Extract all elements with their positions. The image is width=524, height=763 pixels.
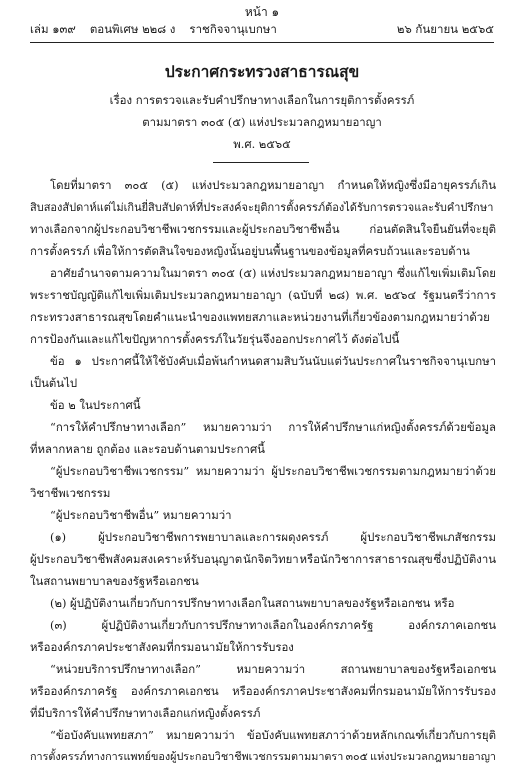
body-line: การป้องกันและแก้ไขปัญหาการตั้งครรภ์ในวัยรุ่นจึงออกประกาศไว้ ดังต่อไปนี้ xyxy=(30,332,400,346)
body-line: หรือองค์กรภาคประชาสังคมที่กรมอนามัยให้การรับรอง xyxy=(30,640,294,654)
body-line: เป็นต้นไป xyxy=(30,376,78,390)
special-section: ตอนพิเศษ ๒๒๘ ง xyxy=(89,22,176,36)
page-number: หน้า ๑ xyxy=(244,5,280,19)
clause-2: ข้อ ๒ ในประกาศนี้ xyxy=(50,398,141,412)
sub-item: (๒) ผู้ปฏิบัติงานเกี่ยวกับการปรึกษาทางเลือกในสถานพยาบาลของรัฐหรือเอกชน หรือ xyxy=(50,596,455,610)
body-line: โดยที่มาตรา ๓๐๕ (๕) แห่งประมวลกฎหมายอาญา กำหนดให้หญิงซึ่งมีอายุครรภ์เกิน xyxy=(50,178,496,192)
body-line: ที่หลากหลาย ถูกต้อง และรอบด้านตามประกาศนี้ xyxy=(30,442,265,456)
sub-item: (๑) ผู้ประกอบวิชาชีพการพยาบาลและการผดุงครรภ์ ผู้ประกอบวิชาชีพเภสัชกรรม xyxy=(50,530,496,544)
header-rule xyxy=(30,42,494,43)
volume-number: เล่ม ๑๓๙ xyxy=(30,22,76,36)
announcement-legal-basis: ตามมาตรา ๓๐๕ (๕) แห่งประมวลกฎหมายอาญา xyxy=(142,115,382,129)
body-line: พระราชบัญญัติแก้ไขเพิ่มเติมประมวลกฎหมายอาญา (ฉบับที่ ๒๘) พ.ศ. ๒๕๖๔ รัฐมนตรีว่าการ xyxy=(30,288,496,302)
body-line: สิบสองสัปดาห์แต่ไม่เกินยี่สิบสัปดาห์ที่ประสงค์จะยุติการตั้งครรภ์ต้องได้รับการตรวจและรับคำปรึกษา xyxy=(30,201,494,214)
body-line: หรือองค์กรภาครัฐ องค์กรภาคเอกชน หรือองค์กรภาคประชาสังคมที่กรมอนามัยให้การรับรอง xyxy=(30,684,496,698)
body-line: ที่มีบริการให้คำปรึกษาทางเลือกแก่หญิงตั้งครรภ์ xyxy=(30,706,261,720)
sub-item: (๓) ผู้ปฏิบัติงานเกี่ยวกับการปรึกษาทางเลือกในองค์กรภาครัฐ องค์กรภาคเอกชน xyxy=(50,618,496,632)
body-line: ในสถานพยาบาลของรัฐหรือเอกชน xyxy=(30,574,199,588)
announcement-year: พ.ศ. ๒๕๖๕ xyxy=(233,137,291,151)
gazette-name: ราชกิจจานุเบกษา xyxy=(189,22,277,36)
body-line: การตั้งครรภ์ เพื่อให้การตัดสินใจของหญิงนั้นอยู่บนพื้นฐานของข้อมูลที่ครบถ้วนและรอบด้าน xyxy=(30,244,470,258)
definition: “ผู้ประกอบวิชาชีพอื่น” หมายความว่า xyxy=(50,508,232,522)
body-line: กระทรวงสาธารณสุขโดยคำแนะนำของแพทยสภาและหน่วยงานที่เกี่ยวข้องตามกฎหมายว่าด้วย xyxy=(30,310,490,324)
publish-date: ๒๖ กันยายน ๒๕๖๕ xyxy=(396,22,494,36)
body-line: การตั้งครรภ์ทางการแพทย์ของผู้ประกอบวิชาชีพเวชกรรมตามมาตรา ๓๐๕ แห่งประมวลกฎหมายอาญา xyxy=(30,750,496,763)
gazette-header xyxy=(30,24,494,36)
announcement-subject: เรื่อง การตรวจและรับคำปรึกษาทางเลือกในการยุติการตั้งครรภ์ xyxy=(109,93,415,107)
body-line: วิชาชีพเวชกรรม xyxy=(30,486,111,500)
body-line: ทางเลือกจากผู้ประกอบวิชาชีพเวชกรรมและผู้ประกอบวิชาชีพอื่น ก่อนตัดสินใจยืนยันที่จะยุติ xyxy=(30,222,496,236)
body-line: ผู้ประกอบวิชาชีพสังคมสงเคราะห์รับอนุญาต นักจิตวิทยา หรือนักวิชาการสาธารณสุข ซึ่งปฏิบัติงาน xyxy=(30,552,496,566)
definition: “การให้คำปรึกษาทางเลือก” หมายความว่า การให้คำปรึกษาแก่หญิงตั้งครรภ์ด้วยข้อมูล xyxy=(50,420,496,434)
definition: “ผู้ประกอบวิชาชีพเวชกรรม” หมายความว่า ผู้ประกอบวิชาชีพเวชกรรมตามกฎหมายว่าด้วย xyxy=(50,464,496,478)
body-line: อาศัยอำนาจตามความในมาตรา ๓๐๕ (๕) แห่งประมวลกฎหมายอาญา ซึ่งแก้ไขเพิ่มเติมโดย xyxy=(50,266,496,280)
definition: “หน่วยบริการปรึกษาทางเลือก” หมายความว่า สถานพยาบาลของรัฐหรือเอกชน xyxy=(50,662,496,676)
announcement-title: ประกาศกระทรวงสาธารณสุข xyxy=(164,62,360,81)
definition: “ข้อบังคับแพทยสภา” หมายความว่า ข้อบังคับแพทยสภาว่าด้วยหลักเกณฑ์เกี่ยวกับการยุติ xyxy=(50,728,496,742)
clause-1: ข้อ ๑ ประกาศนี้ให้ใช้บังคับเมื่อพ้นกำหนดสามสิบวันนับแต่วันประกาศในราชกิจจานุเบกษา xyxy=(50,354,496,368)
title-separator xyxy=(213,162,309,163)
